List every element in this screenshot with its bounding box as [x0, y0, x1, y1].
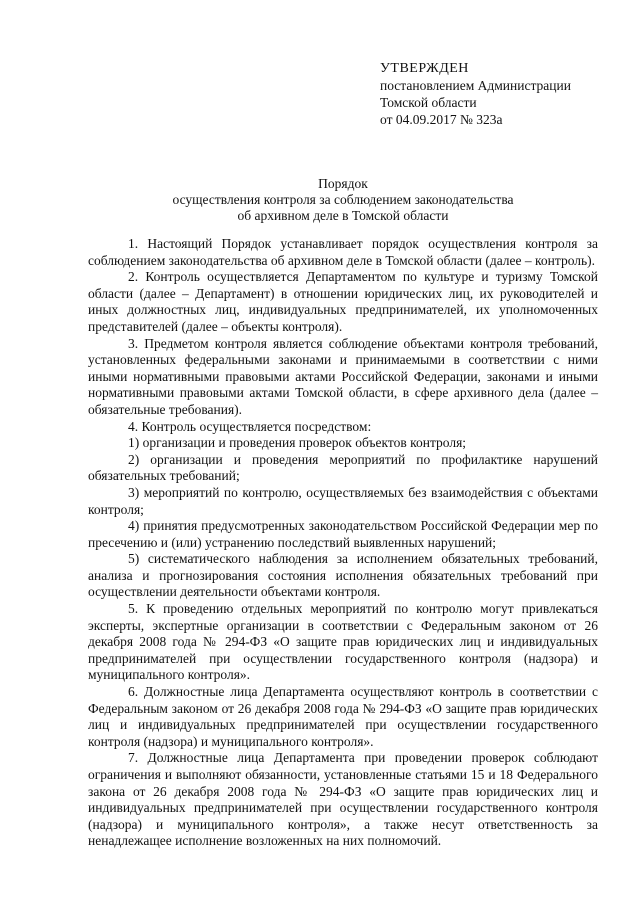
title-line-2: осуществления контроля за соблюдением законодательства: [172, 192, 514, 207]
paragraph-2: 2. Контроль осуществляется Департаментом по культуре и туризму Томской области (далее – Департамент) в отношении юридических лиц, их руководителей и иных должностных лиц, индивидуальных предпринимателей, их уполномоченных представителей (далее – объекты контроля).: [88, 269, 598, 334]
document-body: [88, 236, 598, 850]
approval-heading: УТВЕРЖДЕН: [380, 61, 469, 76]
list-item-1: 1) организации и проведения проверок объектов контроля;: [128, 435, 467, 451]
paragraph-1: 1. Настоящий Порядок устанавливает порядок осуществления контроля за соблюдением законодательства об архивном деле в Томской области (далее – контроль).: [88, 236, 598, 268]
paragraph-7: 7. Должностные лица Департамента при проведении проверок соблюдают ограничения и выполняют обязанности, установленные статьями 15 и 18 Федерального закона от 26 декабря 2008 года № 294-ФЗ «О защите прав юридических лиц и индивидуальных предпринимателей при осуществлении государственного контроля (надзора) и муниципального контроля», а также несут ответственность за ненадлежащее исполнение возложенных на них полномочий.: [88, 750, 598, 849]
approval-authority: постановлением Администрации: [380, 78, 571, 93]
paragraph-4: 4. Контроль осуществляется посредством:: [128, 418, 372, 434]
list-item-5: 5) систематического наблюдения за исполнением обязательных требований, анализа и прогнозирования состояния исполнения обязательных требований при осуществлении деятельности объектами контроля.: [88, 551, 598, 600]
list-item-4: 4) принятия предусмотренных законодательством Российской Федерации мер по пресечению и (или) устранению последствий выявленных нарушений;: [88, 518, 598, 550]
paragraph-3: 3. Предметом контроля является соблюдение объектами контроля требований, установленных федеральными законами и принимаемыми в соответствии с ними иными нормативными правовыми актами Российской Федерации, законами и иными нормативными правовыми актами Томской области, в сфере архивного дела (далее – обязательные требования).: [88, 335, 598, 417]
approval-region: Томской области: [380, 95, 477, 110]
title-line-3: об архивном деле в Томской области: [237, 208, 449, 223]
title-line-1: Порядок: [318, 176, 368, 191]
paragraph-6: 6. Должностные лица Департамента осуществляют контроль в соответствии с Федеральным законом от 26 декабря 2008 года № 294-ФЗ «О защите прав юридических лиц и индивидуальных предпринимателей при осуществлении государственного контроля (надзора) и муниципального контроля».: [88, 684, 598, 749]
paragraph-5: 5. К проведению отдельных мероприятий по контролю могут привлекаться эксперты, экспертные организации в соответствии с Федеральным законом от 26 декабря 2008 года № 294-ФЗ «О защите прав юридических лиц и индивидуальных предпринимателей при осуществлении государственного контроля (надзора) и муниципального контроля».: [88, 601, 598, 683]
list-item-3: 3) мероприятий по контролю, осуществляемых без взаимодействия с объектами контроля;: [88, 484, 598, 517]
list-item-2: 2) организации и проведения мероприятий по профилактике нарушений обязательных требований;: [88, 451, 598, 484]
approval-date-number: от 04.09.2017 № 323а: [380, 112, 503, 127]
document-title: [88, 176, 598, 224]
approval-stamp-block: [380, 60, 571, 128]
